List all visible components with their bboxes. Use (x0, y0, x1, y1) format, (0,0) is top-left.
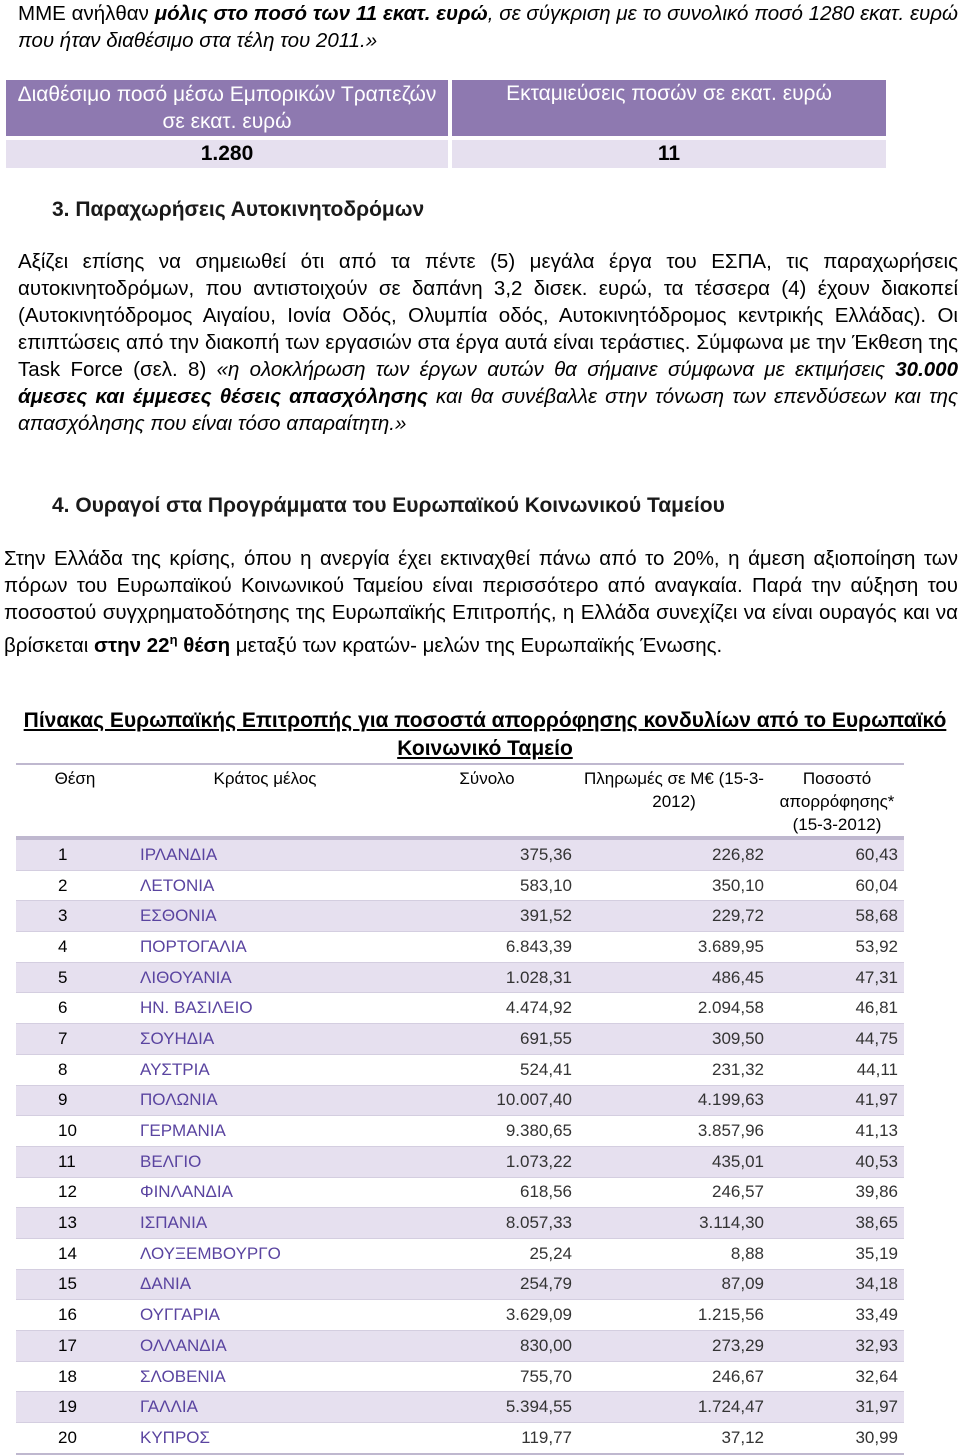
row-country: ΛΟΥΞΕΜΒΟΥΡΓΟ (140, 1243, 281, 1263)
row-country: ΙΡΛΑΝΔΙΑ (140, 844, 218, 864)
row-payments: 2.094,58 (697, 998, 764, 1018)
col-header-rank: Θέση (54, 769, 96, 788)
row-rank: 14 (58, 1243, 77, 1263)
row-total: 583,10 (520, 875, 572, 895)
row-country: ΕΣΘΟΝΙΑ (140, 906, 217, 926)
row-payments: 229,72 (712, 906, 764, 926)
row-total: 830,00 (520, 1335, 572, 1355)
disbursement-summary-table (6, 80, 886, 168)
row-absorption: 39,86 (855, 1182, 898, 1202)
row-payments: 435,01 (712, 1151, 764, 1171)
esf-absorption-table (16, 763, 904, 1455)
row-country: ΔΑΝΙΑ (140, 1274, 192, 1294)
row-payments: 231,32 (712, 1059, 764, 1079)
row-absorption: 60,04 (855, 875, 898, 895)
row-rank: 4 (58, 936, 68, 956)
row-country: ΒΕΛΓΙΟ (140, 1151, 202, 1171)
row-payments: 1.215,56 (697, 1305, 764, 1325)
table-body (16, 838, 904, 1454)
row-country: ΚΥΠΡΟΣ (140, 1427, 211, 1447)
col-header-absorption: Ποσοστό απορρόφησης* (15-3-2012) (779, 769, 895, 834)
row-absorption: 33,49 (855, 1305, 898, 1325)
col-header-payments: Πληρωμές σε Μ€ (15-3-2012) (584, 769, 764, 811)
row-country: ΣΛΟΒΕΝΙΑ (140, 1366, 226, 1386)
row-total: 691,55 (520, 1028, 572, 1048)
row-total: 755,70 (520, 1366, 572, 1386)
row-payments: 1.724,47 (697, 1397, 764, 1417)
table-row (16, 993, 904, 1024)
row-rank: 7 (58, 1028, 68, 1048)
table-row (16, 932, 904, 963)
summary-header-available: Διαθέσιμο ποσό μέσω Εμπορικών Τραπεζών σε εκατ. ευρώ (6, 80, 448, 136)
row-payments: 4.199,63 (697, 1090, 764, 1110)
row-payments: 246,57 (712, 1182, 764, 1202)
row-payments: 309,50 (712, 1028, 764, 1048)
row-payments: 350,10 (712, 875, 764, 895)
section-4-paragraph (4, 545, 958, 659)
summary-value-available: 1.280 (6, 140, 448, 168)
row-rank: 10 (58, 1121, 77, 1141)
row-country: ΑΥΣΤΡΙΑ (140, 1059, 210, 1079)
row-total: 5.394,55 (505, 1397, 572, 1417)
table-row (16, 901, 904, 932)
row-rank: 19 (58, 1397, 77, 1417)
table-row (16, 1177, 904, 1208)
row-absorption: 60,43 (855, 844, 898, 864)
section-4-heading: 4. Ουραγοί στα Προγράμματα του Ευρωπαϊκού Κοινωνικού Ταμείου (52, 494, 725, 517)
section-4-text-d: μεταξύ των κρατών- μελών της Ευρωπαϊκής Ένωσης. (230, 633, 723, 657)
row-rank: 3 (58, 906, 68, 926)
row-rank: 11 (58, 1151, 76, 1171)
row-absorption: 31,97 (855, 1397, 898, 1417)
row-payments: 246,67 (712, 1366, 764, 1386)
intro-paragraph (18, 0, 958, 54)
section-4-text-a: Στην Ελλάδα της κρίσης, όπου η ανεργία έχει εκτιναχθεί πάνω από το 20%, η άμεση αξιοποίηση των πόρων του Ευρωπαϊκού Κοινωνικού Ταμείου είναι περισσότερο από αναγκαία. Παρά την αύξηση του ποσοστού συγχρηματοδότησης της Ευρωπαϊκής Επιτροπής, η Ελλάδα συνεχίζει να είναι ουραγός και να βρίσκεται (4, 547, 958, 657)
row-payments: 37,12 (721, 1427, 764, 1447)
row-total: 524,41 (520, 1059, 572, 1079)
row-absorption: 40,53 (855, 1151, 898, 1171)
row-payments: 3.689,95 (697, 936, 764, 956)
table-row (16, 870, 904, 901)
row-rank: 9 (58, 1090, 68, 1110)
row-total: 1.028,31 (505, 967, 572, 987)
row-absorption: 46,81 (855, 998, 898, 1018)
row-country: ΟΥΓΓΑΡΙΑ (140, 1305, 220, 1325)
intro-highlight: μόλις στο ποσό των 11 εκατ. ευρώ (154, 2, 488, 25)
row-absorption: 41,97 (855, 1090, 898, 1110)
row-total: 391,52 (520, 906, 572, 926)
row-total: 10.007,40 (496, 1090, 572, 1110)
row-payments: 8,88 (730, 1243, 764, 1263)
row-absorption: 44,11 (856, 1059, 898, 1079)
table-row (16, 1054, 904, 1085)
row-total: 119,77 (521, 1427, 572, 1447)
table-row (16, 1269, 904, 1300)
section-4-rank-a: στην 22 (93, 633, 170, 657)
row-rank: 5 (58, 967, 68, 987)
row-rank: 12 (58, 1182, 77, 1202)
row-rank: 16 (58, 1305, 77, 1325)
row-rank: 8 (58, 1059, 68, 1079)
row-absorption: 44,75 (855, 1028, 898, 1048)
row-country: ΛΕΤΟΝΙΑ (140, 875, 215, 895)
row-payments: 3.857,96 (697, 1121, 764, 1141)
row-payments: 87,09 (721, 1274, 764, 1294)
row-rank: 20 (58, 1427, 77, 1447)
row-country: ΠΟΡΤΟΓΑΛΙΑ (140, 936, 247, 956)
row-absorption: 47,31 (855, 967, 898, 987)
row-total: 4.474,92 (505, 998, 572, 1018)
table-row (16, 1085, 904, 1116)
row-total: 375,36 (520, 844, 572, 864)
row-country: ΓΑΛΛΙΑ (140, 1397, 198, 1417)
row-country: ΠΟΛΩΝΙΑ (140, 1090, 218, 1110)
row-rank: 6 (58, 998, 68, 1018)
section-3-paragraph (18, 248, 958, 437)
row-total: 9.380,65 (505, 1121, 572, 1141)
row-total: 8.057,33 (505, 1213, 572, 1233)
row-total: 3.629,09 (505, 1305, 572, 1325)
section-3-quote-end: και θα συνέβαλλε στην τόνωση των επενδύσεων και της απασχόλησης που είναι τόσο απαραίτητη.» (18, 385, 958, 435)
row-total: 618,56 (520, 1182, 572, 1202)
table-row (16, 1024, 904, 1055)
table-row (16, 1238, 904, 1269)
row-total: 1.073,22 (505, 1151, 572, 1171)
row-absorption: 58,68 (855, 906, 898, 926)
row-absorption: 30,99 (855, 1427, 898, 1447)
table-row (16, 1116, 904, 1147)
row-country: ΦΙΝΛΑΝΔΙΑ (140, 1182, 233, 1202)
table-row (16, 1392, 904, 1423)
row-rank: 13 (58, 1213, 77, 1233)
row-rank: 17 (58, 1335, 77, 1355)
section-3-heading: 3. Παραχωρήσεις Αυτοκινητοδρόμων (52, 198, 425, 221)
intro-text-c: , σε σύγκριση με το συνολικό ποσό 1280 εκατ. ευρώ που ήταν διαθέσιμο στα τέλη του 2011.» (18, 2, 958, 52)
table-title: Πίνακας Ευρωπαϊκής Επιτροπής για ποσοστά απορρόφησης κονδυλίων από το Ευρωπαϊκό Κοινωνικό Ταμείο (23, 709, 947, 760)
row-rank: 18 (58, 1366, 77, 1386)
table-row (16, 962, 904, 993)
row-country: ΙΣΠΑΝΙΑ (140, 1213, 208, 1233)
summary-value-disbursed: 11 (452, 140, 886, 168)
row-rank: 1 (58, 844, 68, 864)
row-payments: 226,82 (712, 844, 764, 864)
row-absorption: 41,13 (855, 1121, 898, 1141)
row-country: ΟΛΛΑΝΔΙΑ (140, 1335, 227, 1355)
table-row (16, 1300, 904, 1331)
row-absorption: 53,92 (855, 936, 898, 956)
row-absorption: 34,18 (855, 1274, 898, 1294)
row-payments: 273,29 (712, 1335, 764, 1355)
col-header-country: Κράτος μέλος (213, 769, 317, 788)
row-country: ΣΟΥΗΔΙΑ (140, 1028, 215, 1048)
table-row (16, 1208, 904, 1239)
row-rank: 15 (58, 1274, 77, 1294)
row-country: ΛΙΘΟΥΑΝΙΑ (140, 967, 232, 987)
table-row (16, 1146, 904, 1177)
summary-header-disbursed: Εκταμιεύσεις ποσών σε εκατ. ευρώ (452, 80, 886, 136)
row-absorption: 35,19 (855, 1243, 898, 1263)
section-3-text-a: Αξίζει επίσης να σημειωθεί ότι από τα πέντε (5) μεγάλα έργα του ΕΣΠΑ, τις παραχωρήσεις αυτοκινητοδρόμων, που αντιστοιχούν σε δαπάνη 3,2 δισεκ. ευρώ, τα τέσσερα (4) έχουν διακοπεί (Αυτοκινητόδρομος Αιγαίου, Ιονία Οδός, Ολυμπία οδός, Αυτοκινητόδρομος κεντρικής Ελλάδας). Οι επιπτώσεις από την διακοπή των εργασιών στα έργα αυτά είναι τεράστιες. Σύμφωνα με την Έκθεση της Task Force (σελ. 8) (18, 250, 958, 381)
row-payments: 486,45 (712, 967, 764, 987)
table-row (16, 838, 904, 870)
section-4-rank-c: θέση (177, 633, 231, 657)
row-country: ΓΕΡΜΑΝΙΑ (140, 1121, 226, 1141)
col-header-total: Σύνολο (459, 769, 515, 788)
row-absorption: 32,93 (855, 1335, 898, 1355)
row-payments: 3.114,30 (699, 1213, 764, 1233)
row-country: ΗΝ. ΒΑΣΙΛΕΙΟ (140, 998, 253, 1018)
table-row (16, 1361, 904, 1392)
row-total: 6.843,39 (505, 936, 572, 956)
row-absorption: 32,64 (855, 1366, 898, 1386)
section-3-quote: «η ολοκλήρωση των έργων αυτών θα σήμαινε σύμφωνα με εκτιμήσεις (216, 358, 896, 381)
row-absorption: 38,65 (855, 1213, 898, 1233)
row-rank: 2 (58, 875, 68, 895)
table-row (16, 1331, 904, 1362)
row-total: 254,79 (520, 1274, 572, 1294)
intro-text-a: ΜΜΕ ανήλθαν (18, 2, 155, 25)
section-3-quote-bold: 30.000 άμεσες και έμμεσες θέσεις απασχόλησης (18, 358, 958, 408)
table-row (16, 1423, 904, 1454)
row-total: 25,24 (529, 1243, 572, 1263)
section-4-rank-sup: η (169, 632, 178, 647)
